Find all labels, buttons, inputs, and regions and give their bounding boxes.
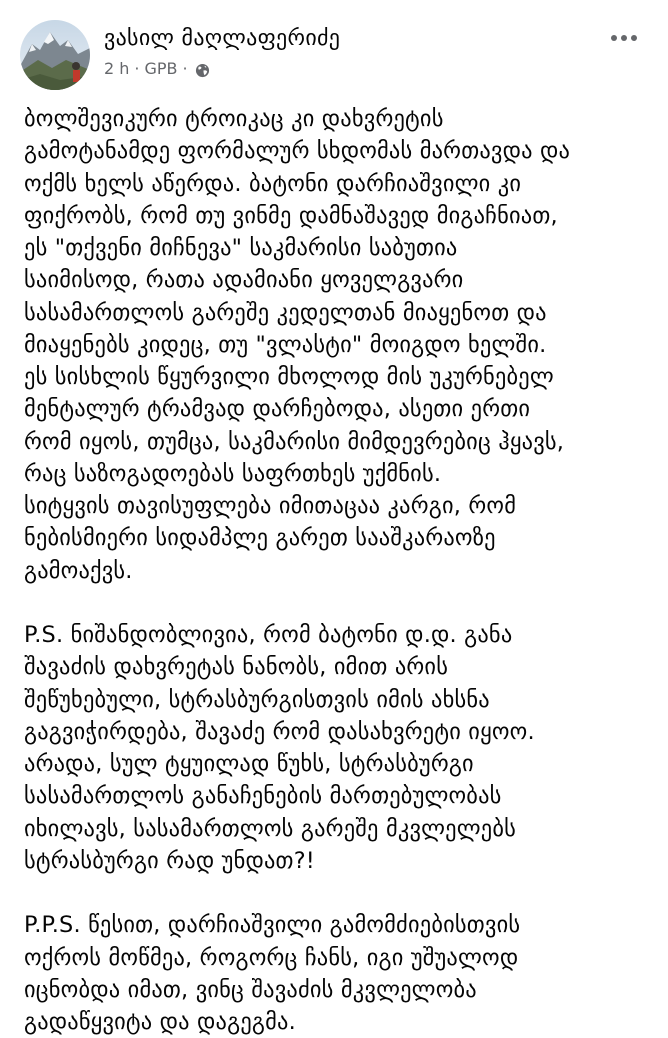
post-text-line: მენტალურ ტრამვად დარჩებოდა, ასეთი ერთი bbox=[24, 396, 531, 423]
post-text-line: P.S. ნიშანდობლივია, რომ ბატონი დ.დ. განა bbox=[24, 622, 513, 648]
more-options-button[interactable] bbox=[606, 28, 642, 48]
author-block bbox=[104, 24, 340, 80]
post-location[interactable]: GPB bbox=[144, 59, 178, 78]
post-text-line: გამოტანამდე ფორმალურ სხდომას მართავდა და bbox=[24, 138, 571, 165]
post-text-line: გადაწყვიტა და დაგეგმა. bbox=[24, 1009, 296, 1035]
post-text-line: მიაყენებს კიდეც, თუ "ვლასტი" მოიგდო ხელში. bbox=[24, 331, 547, 358]
meta-separator: · bbox=[134, 59, 140, 78]
post-header bbox=[20, 18, 648, 94]
post-text-line: ეს "თქვენი მიჩნევა" საკმარისი საბუთია bbox=[24, 235, 458, 261]
post-text-line: გამოაქვს. bbox=[24, 557, 133, 584]
post-text-line: იცნობდა იმათ, ვინც შავაძის მკვლელობა bbox=[24, 976, 477, 1003]
post-meta bbox=[104, 58, 340, 80]
post-text-line: სტრასბურგი რად უნდათ?! bbox=[24, 847, 315, 874]
post-text-line: რომ იყოს, თუმცა, საკმარისი მიმდევრებიც ჰყავს, bbox=[24, 428, 565, 455]
more-horizontal-icon bbox=[606, 28, 642, 48]
post-text-line: რაც საზოგადოებას საფრთხეს უქმნის. bbox=[24, 460, 442, 487]
post-time[interactable]: 2 h bbox=[104, 59, 130, 78]
globe-icon[interactable] bbox=[195, 62, 210, 77]
post-text-line: სიტყვის თავისუფლება იმითაცაა კარგი, რომ bbox=[24, 493, 517, 519]
post-text-line: ბოლშევიკური ტროიკაც კი დახვრეტის bbox=[24, 106, 444, 132]
paragraph-gap bbox=[24, 877, 652, 909]
author-name[interactable]: ვასილ მაღლაფერიძე bbox=[104, 26, 341, 51]
post-text-line: ფიქრობს, რომ თუ ვინმე დამნაშავედ მიგაჩნიათ, bbox=[24, 202, 558, 229]
post-text-line: გაგვიჭირდება, შავაძე რომ დასახვრეტი იყოო. bbox=[24, 718, 535, 745]
post-text-line: ოქროს მოწმეა, როგორც ჩანს, იგი უშუალოდ bbox=[24, 944, 519, 971]
post-text-line: სასამართლოს გარეშე კედელთან მიაყენოთ და bbox=[24, 299, 547, 326]
post-text-line: შავაძის დახვრეტას ნანობს, იმით არის bbox=[24, 654, 449, 681]
post-text bbox=[24, 103, 652, 1038]
post-text-line: ოქმს ხელს აწერდა. ბატონი დარჩიაშვილი კი bbox=[24, 170, 522, 197]
post-text-line: იხილავს, სასამართლოს გარეშე მკვლელებს bbox=[24, 815, 517, 842]
avatar-mountain-image bbox=[20, 20, 90, 90]
meta-separator: · bbox=[182, 59, 188, 78]
post-text-line: სასამართლოს განაჩენების მართებულობას bbox=[24, 783, 502, 810]
avatar[interactable] bbox=[20, 20, 90, 90]
post-text-line: ნებისმიერი სიდამპლე გარეთ სააშკარაოზე bbox=[24, 525, 496, 552]
paragraph-gap bbox=[24, 587, 652, 619]
post-text-line: ეს სისხლის წყურვილი მხოლოდ მის უკურნებელ bbox=[24, 364, 554, 390]
post-text-line: შეწუხებული, სტრასბურგისთვის იმის ახსნა bbox=[24, 686, 490, 713]
post-text-line: საიმისოდ, რათა ადამიანი ყოველგვარი bbox=[24, 267, 464, 294]
post-text-line: არადა, სულ ტყუილად წუხს, სტრასბურგი bbox=[24, 751, 474, 777]
post-text-line: P.P.S. წესით, დარჩიაშვილი გამომძიებისთვის bbox=[24, 912, 521, 939]
